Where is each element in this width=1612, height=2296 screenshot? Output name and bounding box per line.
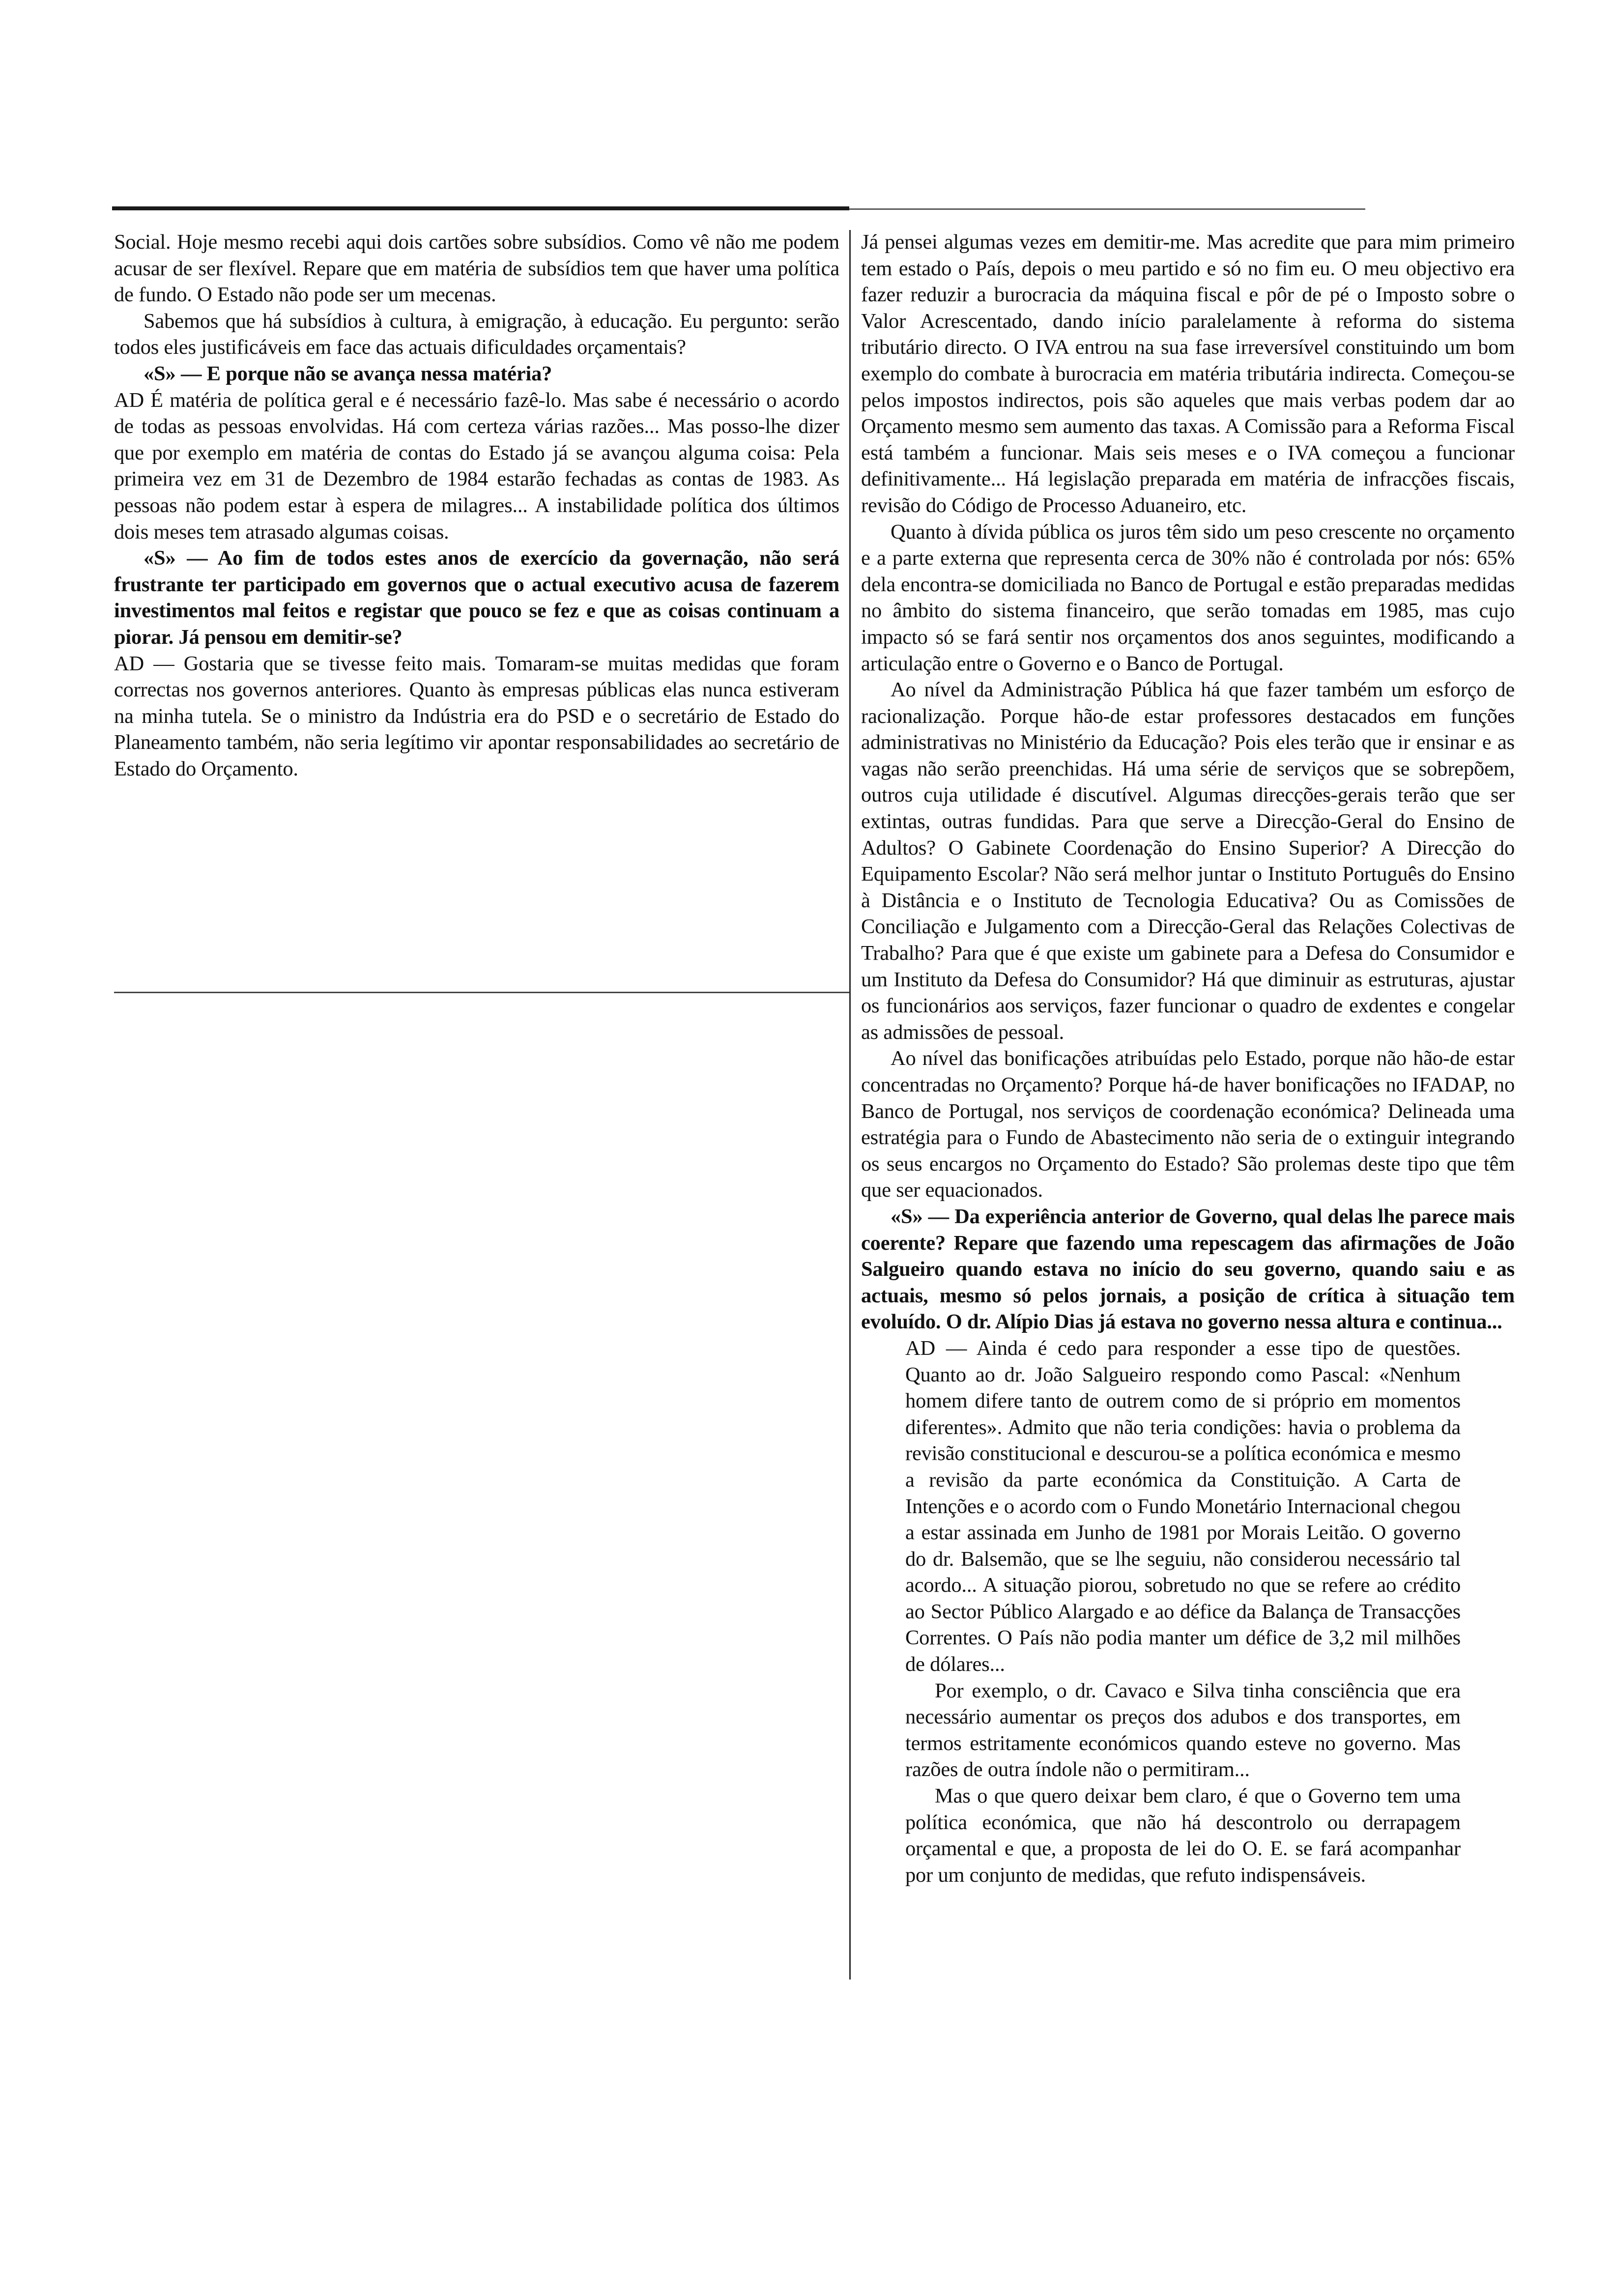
question: «S» — Ao fim de todos estes anos de exercício da governação, não será frustrante ter participado em governos que o actual executivo acusa de fazerem investimentos mal feitos e registar que pouco se fez e que as coisas continuam a piorar. Já pensou em demitir-se? — [114, 546, 839, 649]
paragraph: Social. Hoje mesmo recebi aqui dois cartões sobre subsídios. Como vê não me podem acusar de ser flexível. Repare que em matéria de subsídios tem que haver uma política de fundo. O Estado não pode ser um mecenas. — [114, 230, 839, 307]
answer: AD — Gostaria que se tivesse feito mais. Tomaram-se muitas medidas que foram correctas nos governos anteriores. Quanto às empresas públicas elas nunca estiveram na minha tutela. Se o ministro da Indústria era do PSD e o secretário de Estado do Planeamento também, não seria legítimo vir apontar responsabilidades ao secretário de Estado do Orçamento. — [114, 652, 839, 780]
left-column — [114, 229, 839, 782]
question: «S» — E porque não se avança nessa matéria? — [144, 362, 552, 385]
left-column-bottom-rule — [114, 992, 849, 993]
right-column — [861, 229, 1524, 1888]
column-divider — [849, 230, 851, 1980]
paragraph: Ao nível da Administração Pública há que fazer também um esforço de racionalização. Porque hão-de estar professores destacados em funções administrativas no Ministério da Educação? Pois eles terão que ir ensinar e as vagas não serão preenchidas. Há uma série de serviços que se sobrepõem, outros cuja utilidade é discutível. Algumas direcções-gerais terão que ser extintas, outras fundidas. Para que serve a Direcção-Geral do Ensino de Adultos? O Gabinete Coordenação do Ensino Superior? A Direcção do Equipamento Escolar? Não será melhor juntar o Instituto Português do Ensino à Distância e o Instituto de Tecnologia Educativa? Ou as Comissões de Conciliação e Julgamento com a Direcção-Geral das Relações Colectivas de Trabalho? Para que é que existe um gabinete para a Defesa do Consumidor e um Instituto da Defesa do Consumidor? Há que diminuir as estruturas, ajustar os funcionários aos serviços, fazer funcionar o quadro de exdentes e congelar as admissões de pessoal. — [861, 678, 1515, 1044]
top-rule-thin — [849, 208, 1365, 210]
answer: AD — Ainda é cedo para responder a esse tipo de questões. Quanto ao dr. João Salgueiro respondo como Pascal: «Nenhum homem difere tanto de outrem como de si próprio em momentos diferentes». Admito que não teria condições: havia o problema da revisão constitucional e descurou-se a política económica e mesmo a revisão da parte económica da Constituição. A Carta de Intenções e o acordo com o Fundo Monetário Internacional chegou a estar assinada em Junho de 1981 por Morais Leitão. O governo do dr. Balsemão, que se lhe seguiu, não considerou necessário tal acordo... A situação piorou, sobretudo no que se refere ao crédito ao Sector Público Alargado e ao défice da Balança de Transacções Correntes. O País não podia manter um défice de 3,2 mil milhões de dólares... — [905, 1336, 1461, 1676]
answer: AD É matéria de política geral e é necessário fazê-lo. Mas sabe é necessário o acordo de todas as pessoas envolvidas. Há com certeza várias razões... Mas posso-lhe dizer que por exemplo em matéria de contas do Estado já se avançou alguma coisa: Pela primeira vez em 31 de Dezembro de 1984 estarão fechadas as contas de 1983. As pessoas não podem estar à espera de milagres... A instabilidade política dos últimos dois meses tem atrasado algumas coisas. — [114, 388, 839, 544]
paragraph: Mas o que quero deixar bem claro, é que o Governo tem uma política económica, que não há descontrolo ou derrapagem orçamental e que, a proposta de lei do O. E. se fará acompanhar por um conjunto de medidas, que refuto indispensáveis. — [905, 1784, 1461, 1887]
top-rule — [112, 206, 849, 210]
paragraph: Quanto à dívida pública os juros têm sido um peso crescente no orçamento e a parte externa que representa cerca de 30% não é controlada por nós: 65% dela encontra-se domiciliada no Banco de Portugal e estão preparadas medidas no âmbito do sistema financeiro, que serão tomadas em 1985, mas cujo impacto só se fará sentir nos orçamentos dos anos seguintes, modificando a articulação entre o Governo e o Banco de Portugal. — [861, 520, 1515, 675]
paragraph: Já pensei algumas vezes em demitir-me. Mas acredite que para mim primeiro tem estado o País, depois o meu partido e só no fim eu. O meu objectivo era fazer reduzir a burocracia da máquina fiscal e pôr de pé o Imposto sobre o Valor Acrescentado, dando início paralelamente à reforma do sistema tributário directo. O IVA entrou na sua fase irreversível constituindo um bom exemplo do combate à burocracia em matéria tributária indirecta. Começou-se pelos impostos indirectos, pois são aqueles que mais verbas podem dar ao Orçamento mesmo sem aumento das taxas. A Comissão para a Reforma Fiscal está também a funcionar. Mais seis meses e o IVA começou a funcionar definitivamente... Há legislação preparada em matéria de infracções fiscais, revisão do Código de Processo Aduaneiro, etc. — [861, 230, 1515, 517]
paragraph: Ao nível das bonificações atribuídas pelo Estado, porque não hão-de estar concentradas no Orçamento? Porque há-de haver bonificações no IFADAP, no Banco de Portugal, nos serviços de coordenação económica? Delineada uma estratégia para o Fundo de Abastecimento não seria de o extinguir integrando os seus encargos no Orçamento do Estado? São prolemas deste tipo que têm que ser equacionados. — [861, 1047, 1515, 1202]
paragraph: Por exemplo, o dr. Cavaco e Silva tinha consciência que era necessário aumentar os preços dos adubos e dos transportes, em termos estritamente económicos quando esteve no governo. Mas razões de outra índole não o permitiram... — [905, 1679, 1461, 1781]
paragraph: Sabemos que há subsídios à cultura, à emigração, à educação. Eu pergunto: serão todos eles justificáveis em face das actuais dificuldades orçamentais? — [114, 309, 839, 359]
question: «S» — Da experiência anterior de Governo, qual delas lhe parece mais coerente? Repare que fazendo uma repescagem das afirmações de João Salgueiro quando estava no início do seu governo, quando saiu e as actuais, mesmo só pelos jornais, a posição de crítica à situação tem evoluído. O dr. Alípio Dias já estava no governo nessa altura e continua... — [861, 1205, 1515, 1334]
